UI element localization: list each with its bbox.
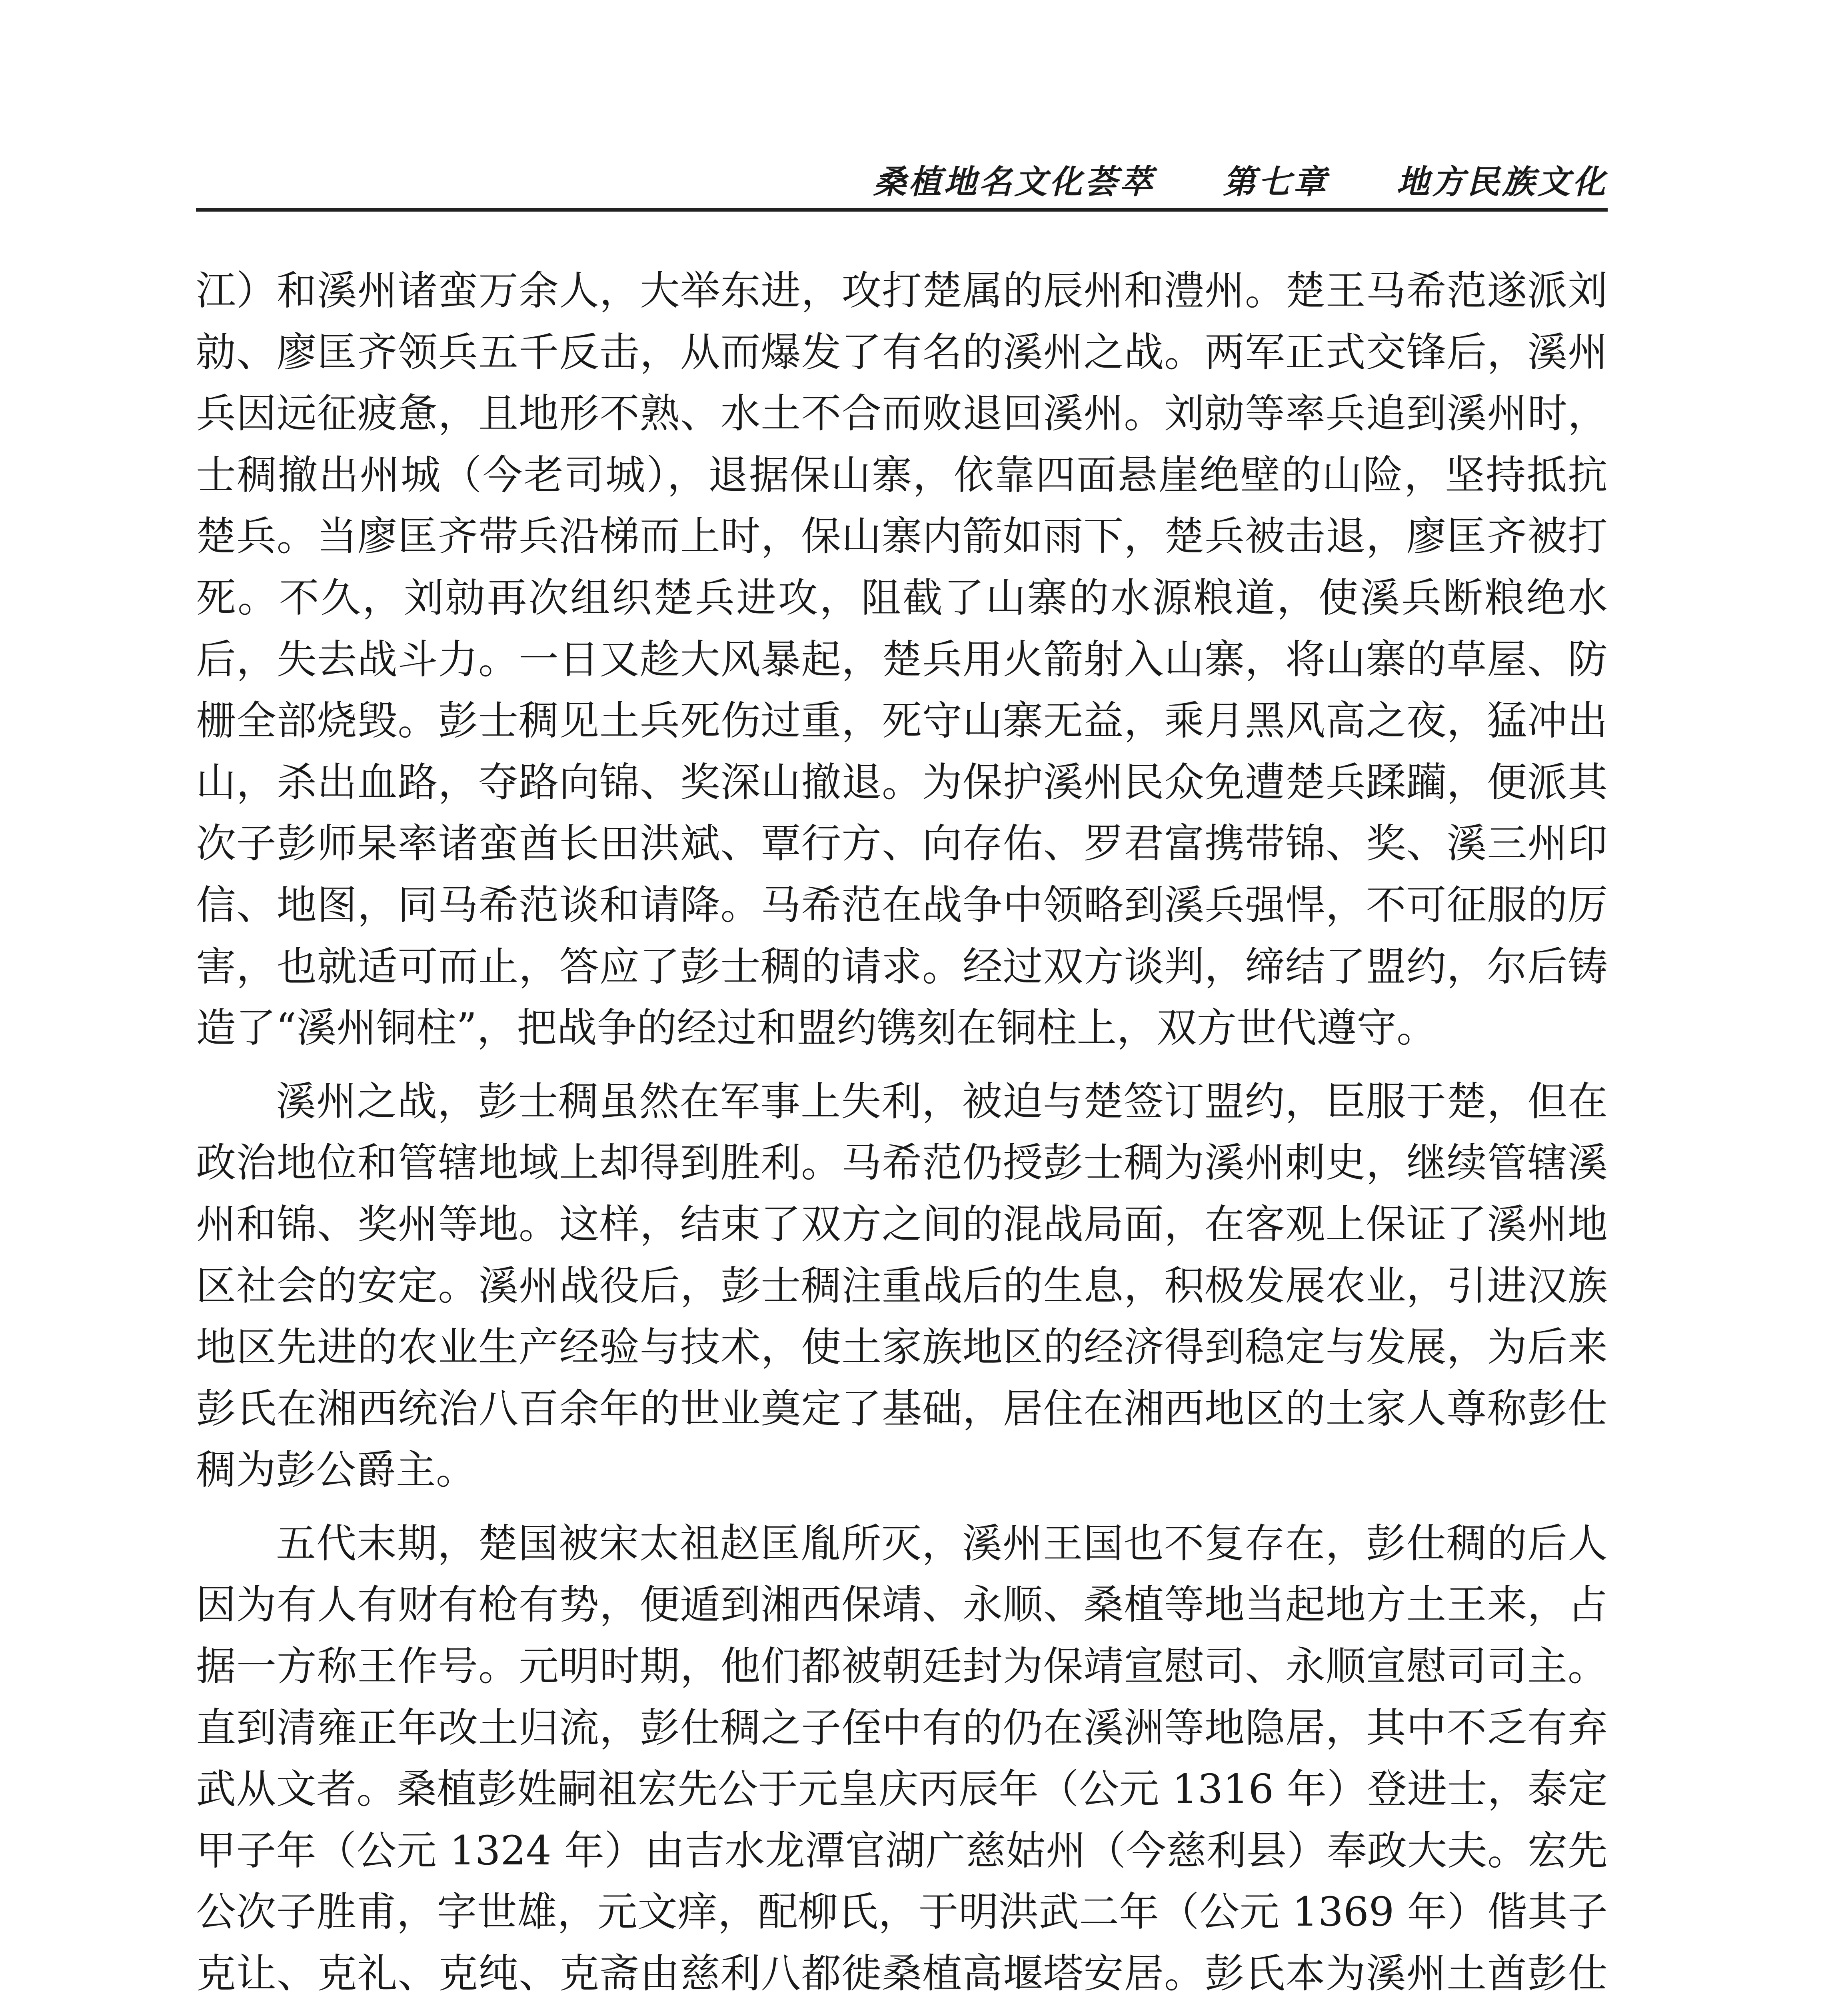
- paragraph: 江）和溪州诸蛮万余人，大举东进，攻打楚属的辰州和澧州。楚王马希范遂派刘勍、廖匡齐领兵五千反击，从而爆发了有名的溪州之战。两军正式交锋后，溪州兵因远征疲惫，且地形不熟、水土不合而败退回溪州。刘勍等率兵追到溪州时，士稠撤出州城（今老司城），退据保山寨，依靠四面悬崖绝壁的山险，坚持抵抗楚兵。当廖匡齐带兵沿梯而上时，保山寨内箭如雨下，楚兵被击退，廖匡齐被打死。不久，刘勍再次组织楚兵进攻，阻截了山寨的水源粮道，使溪兵断粮绝水后，失去战斗力。一日又趁大风暴起，楚兵用火箭射入山寨，将山寨的草屋、防栅全部烧毁。彭士稠见土兵死伤过重，死守山寨无益，乘月黑风高之夜，猛冲出山，杀出血路，夺路向锦、奖深山撤退。为保护溪州民众免遭楚兵蹂躏，便派其次子彭师杲率诸蛮酋长田洪斌、覃行方、向存佑、罗君富携带锦、奖、溪三州印信、地图，同马希范谈和请降。马希范在战争中领略到溪兵强悍，不可征服的厉害，也就适可而止，答应了彭士稠的请求。经过双方谈判，缔结了盟约，尔后铸造了“溪州铜柱”，把战争的经过和盟约镌刻在铜柱上，双方世代遵守。: [196, 267, 1608, 1052]
- body-text: [196, 260, 1608, 2000]
- chapter-number: 第七章: [1223, 163, 1329, 201]
- chapter-title: 地方民族文化: [1396, 163, 1608, 201]
- header-title: [873, 156, 1608, 203]
- book-title: 桑植地名文化荟萃: [873, 163, 1155, 201]
- paragraph: 五代末期，楚国被宋太祖赵匡胤所灭，溪州王国也不复存在，彭仕稠的后人因为有人有财有枪有势，便遁到湘西保靖、永顺、桑植等地当起地方土王来，占据一方称王作号。元明时期，他们都被朝廷封为保靖宣慰司、永顺宣慰司司主。直到清雍正年改土归流，彭仕稠之子侄中有的仍在溪洲等地隐居，其中不乏有弃武从文者。桑植彭姓嗣祖宏先公于元皇庆丙辰年（公元 1316 年）登进士，泰定甲子年（公元 1324 年）由吉水龙潭官湖广慈姑州（今慈利县）奉政大夫。宏先公次子胜甫，字世雄，元文痒，配柳氏，于明洪武二年（公元 1369 年）偕其子克让、克礼、克纯、克斋由慈利八都徙桑植高堰塔安居。彭氏本为溪州土酋彭仕: [196, 1520, 1608, 1997]
- running-header: [196, 156, 1608, 208]
- paragraph: 溪州之战，彭士稠虽然在军事上失利，被迫与楚签订盟约，臣服于楚，但在政治地位和管辖地域上却得到胜利。马希范仍授彭士稠为溪州刺史，继续管辖溪州和锦、奖州等地。这样，结束了双方之间的混战局面，在客观上保证了溪州地区社会的安定。溪州战役后，彭士稠注重战后的生息，积极发展农业，引进汉族地区先进的农业生产经验与技术，使土家族地区的经济得到稳定与发展，为后来彭氏在湘西统治八百余年的世业奠定了基础，居住在湘西地区的土家人尊称彭仕稠为彭公爵主。: [196, 1078, 1608, 1494]
- header-rule: [196, 208, 1608, 212]
